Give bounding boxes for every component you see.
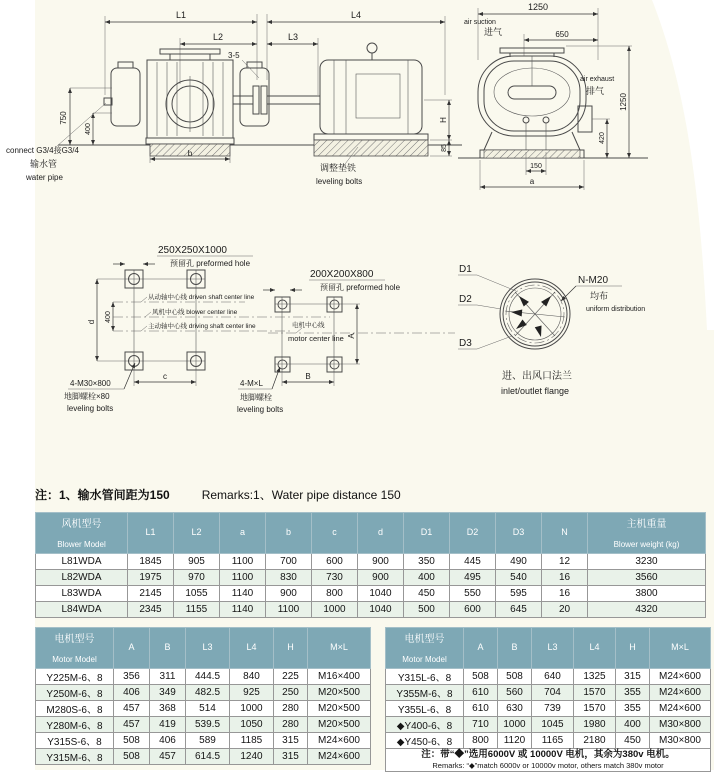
value-cell: 800 — [312, 586, 358, 602]
column-header: B — [150, 628, 186, 669]
table-row — [36, 586, 706, 602]
column-header: B — [498, 628, 532, 669]
value-cell: 1325 — [574, 669, 616, 685]
value-cell: 1055 — [174, 586, 220, 602]
value-cell: 600 — [450, 602, 496, 618]
table-row — [386, 685, 711, 701]
water-pipe-label-zh: 输水管 — [30, 159, 58, 169]
air-exhaust-label-en: air exhaust — [580, 76, 615, 83]
motor-centerline-label-en: motor center line — [288, 334, 344, 343]
value-cell: 1000 — [498, 717, 532, 733]
value-cell: 311 — [150, 669, 186, 685]
column-header: b — [266, 513, 312, 554]
air-suction-label-zh: 进气 — [484, 27, 503, 37]
value-cell: 1185 — [230, 733, 274, 749]
column-header: c — [312, 513, 358, 554]
table-row — [386, 701, 711, 717]
value-cell: 1100 — [220, 570, 266, 586]
uniform-distribution-label-zh: 均布 — [590, 291, 609, 301]
value-cell: 840 — [230, 669, 274, 685]
model-cell: L83WDA — [36, 586, 128, 602]
value-cell: 1100 — [220, 554, 266, 570]
value-cell: 830 — [266, 570, 312, 586]
dim-a: A — [347, 333, 356, 339]
value-cell: 900 — [266, 586, 312, 602]
value-cell: 450 — [404, 586, 450, 602]
value-cell: 1045 — [532, 717, 574, 733]
footnote-row — [386, 749, 711, 772]
model-cell: Y355M-6、8 — [386, 685, 464, 701]
value-cell: 400 — [616, 717, 650, 733]
value-cell: 3800 — [588, 586, 706, 602]
model-cell: M280S-6、8 — [36, 701, 114, 717]
table-row — [36, 669, 371, 685]
model-cell: Y315M-6、8 — [36, 749, 114, 765]
value-cell: 406 — [114, 685, 150, 701]
model-cell: Y225M-6、8 — [36, 669, 114, 685]
value-cell: 800 — [464, 733, 498, 749]
value-cell: 730 — [312, 570, 358, 586]
column-header: M×L — [308, 628, 371, 669]
bolt-spec-label: N-M20 — [578, 275, 609, 286]
table-row — [36, 733, 371, 749]
value-cell: 16 — [542, 586, 588, 602]
value-cell: 315 — [274, 733, 308, 749]
value-cell: 508 — [464, 669, 498, 685]
dim-b: B — [305, 372, 311, 381]
value-cell: 495 — [450, 570, 496, 586]
dim-d1: D1 — [459, 264, 472, 275]
value-cell: 589 — [186, 733, 230, 749]
anchor-bolt-label-en: leveling bolts — [237, 405, 284, 414]
column-header: a — [220, 513, 266, 554]
value-cell: 645 — [496, 602, 542, 618]
value-cell: 508 — [114, 733, 150, 749]
value-cell: 349 — [150, 685, 186, 701]
value-cell: M20×500 — [308, 717, 371, 733]
dim-l4: L4 — [350, 10, 362, 20]
table-row — [36, 554, 706, 570]
value-cell: 1120 — [498, 733, 532, 749]
value-cell: 1975 — [128, 570, 174, 586]
value-cell: 1050 — [230, 717, 274, 733]
preformed-hole-size-label: 200X200X800 — [310, 269, 374, 280]
value-cell: 1040 — [358, 586, 404, 602]
anchor-bolt-size-label: 4-M×L — [240, 379, 263, 388]
motor-table-right — [385, 627, 711, 772]
table-row — [386, 669, 711, 685]
value-cell: 704 — [532, 685, 574, 701]
value-cell: 1570 — [574, 701, 616, 717]
value-cell: 490 — [496, 554, 542, 570]
column-header: D2 — [450, 513, 496, 554]
remark-zh: 注：1、输水管间距为150 — [35, 488, 170, 502]
value-cell: 1845 — [128, 554, 174, 570]
dim-h: H — [439, 117, 448, 123]
column-header-model: 电机型号 Motor Model — [36, 628, 114, 669]
column-header: A — [114, 628, 150, 669]
column-header: L4 — [574, 628, 616, 669]
dim-1250-top: 1250 — [527, 2, 549, 12]
value-cell: 710 — [464, 717, 498, 733]
column-header: L1 — [128, 513, 174, 554]
column-header: L4 — [230, 628, 274, 669]
model-cell: Y250M-6、8 — [36, 685, 114, 701]
value-cell: 16 — [542, 570, 588, 586]
value-cell: M20×500 — [308, 685, 371, 701]
value-cell: 925 — [230, 685, 274, 701]
value-cell: 315 — [274, 749, 308, 765]
model-cell: ◆Y450-6、8 — [386, 733, 464, 749]
value-cell: 355 — [616, 685, 650, 701]
value-cell: 1155 — [174, 602, 220, 618]
anchor-bolt-label-zh: 地脚螺栓×80 — [64, 392, 110, 401]
value-cell: 280 — [274, 701, 308, 717]
flange-caption-en: inlet/outlet flange — [501, 386, 570, 396]
value-cell: 2145 — [128, 586, 174, 602]
remark-en: Remarks:1、Water pipe distance 150 — [201, 488, 401, 502]
dim-150: 150 — [530, 163, 542, 170]
value-cell: M30×800 — [650, 733, 711, 749]
column-header: L2 — [174, 513, 220, 554]
table-row — [386, 717, 711, 733]
value-cell: 3230 — [588, 554, 706, 570]
dim-d2: D2 — [459, 294, 472, 305]
model-cell: L84WDA — [36, 602, 128, 618]
value-cell: 614.5 — [186, 749, 230, 765]
value-cell: M20×500 — [308, 701, 371, 717]
preformed-hole-label: 预留孔 preformed hole — [320, 283, 401, 292]
value-cell: M24×600 — [650, 669, 711, 685]
value-cell: 1980 — [574, 717, 616, 733]
value-cell: 970 — [174, 570, 220, 586]
blower-centerline-label: 风机中心线 blower center line — [152, 309, 238, 316]
value-cell: 539.5 — [186, 717, 230, 733]
value-cell: 1040 — [358, 602, 404, 618]
value-cell: 1140 — [220, 602, 266, 618]
preformed-hole-label: 预留孔 preformed hole — [170, 259, 251, 268]
value-cell: M30×800 — [650, 717, 711, 733]
dim-420: 420 — [599, 132, 606, 144]
motor-table-left — [35, 627, 371, 765]
model-cell: Y315S-6、8 — [36, 733, 114, 749]
motor-centerline-label-zh: 电机中心线 — [292, 322, 325, 329]
value-cell: 4320 — [588, 602, 706, 618]
column-header: D1 — [404, 513, 450, 554]
value-cell: 1100 — [266, 602, 312, 618]
water-pipe-connect-label: connect G3/4接G3/4 — [6, 146, 79, 155]
value-cell: 350 — [404, 554, 450, 570]
header-row — [386, 628, 711, 669]
voltage-footnote: 注：带“◆”选用6000V 或 10000V 电机，其余为380v 电机。 Remarks: “◆”match 6000v or 10000v motor, others match 380v motor — [386, 749, 711, 772]
value-cell: 457 — [150, 749, 186, 765]
remarks-line — [35, 486, 401, 503]
column-header-model: 电机型号 Motor Model — [386, 628, 464, 669]
model-cell: Y315L-6、8 — [386, 669, 464, 685]
dim-400: 400 — [85, 123, 92, 135]
value-cell: 550 — [450, 586, 496, 602]
column-header: L3 — [532, 628, 574, 669]
dim-1250-right: 1250 — [619, 93, 628, 111]
column-header: H — [616, 628, 650, 669]
table-row — [36, 717, 371, 733]
value-cell: 640 — [532, 669, 574, 685]
value-cell: 1000 — [230, 701, 274, 717]
value-cell: 3560 — [588, 570, 706, 586]
value-cell: 514 — [186, 701, 230, 717]
shim-label-zh: 调整垫铁 — [320, 163, 357, 173]
table-row — [36, 701, 371, 717]
water-pipe-label-en: water pipe — [26, 173, 63, 182]
value-cell: 457 — [114, 701, 150, 717]
dim-d: d — [87, 319, 96, 325]
header-row — [36, 628, 371, 669]
value-cell: 900 — [358, 554, 404, 570]
value-cell: 1240 — [230, 749, 274, 765]
dim-d3: D3 — [459, 338, 472, 349]
value-cell: 508 — [498, 669, 532, 685]
value-cell: 445 — [450, 554, 496, 570]
value-cell: 508 — [114, 749, 150, 765]
value-cell: 368 — [150, 701, 186, 717]
dim-a: a — [529, 177, 535, 186]
value-cell: 250 — [274, 685, 308, 701]
value-cell: 610 — [464, 685, 498, 701]
value-cell: M24×600 — [650, 701, 711, 717]
model-cell: L82WDA — [36, 570, 128, 586]
header-row — [36, 513, 706, 554]
value-cell: 280 — [274, 717, 308, 733]
value-cell: 700 — [266, 554, 312, 570]
value-cell: M24×600 — [308, 733, 371, 749]
value-cell: 450 — [616, 733, 650, 749]
dim-400-shafts: 400 — [105, 311, 112, 323]
value-cell: 560 — [498, 685, 532, 701]
value-cell: 2180 — [574, 733, 616, 749]
value-cell: M16×400 — [308, 669, 371, 685]
column-header: D3 — [496, 513, 542, 554]
value-cell: 355 — [616, 701, 650, 717]
value-cell: 595 — [496, 586, 542, 602]
column-header: A — [464, 628, 498, 669]
dim-750: 750 — [59, 111, 68, 125]
value-cell: 1570 — [574, 685, 616, 701]
dim-85: 85 — [441, 144, 448, 152]
blower-spec-table — [35, 512, 706, 618]
value-cell: 630 — [498, 701, 532, 717]
dim-c: c — [163, 372, 167, 381]
driving-shaft-centerline-label: 主动轴中心线 driving shaft center line — [148, 323, 256, 330]
value-cell: 356 — [114, 669, 150, 685]
value-cell: 1140 — [220, 586, 266, 602]
column-header-weight: 主机重量 Blower weight (kg) — [588, 513, 706, 554]
value-cell: 500 — [404, 602, 450, 618]
value-cell: 400 — [404, 570, 450, 586]
value-cell: 610 — [464, 701, 498, 717]
model-cell: ◆Y400-6、8 — [386, 717, 464, 733]
table-row — [36, 685, 371, 701]
table-row — [36, 749, 371, 765]
flange-caption-zh: 进、出风口法兰 — [502, 371, 572, 382]
value-cell: M24×600 — [308, 749, 371, 765]
dim-l3: L3 — [287, 32, 299, 42]
shim-label-en: leveling bolts — [316, 177, 363, 186]
column-header: d — [358, 513, 404, 554]
driven-shaft-centerline-label: 从动轴中心线 driven shaft center line — [148, 294, 255, 301]
value-cell: 20 — [542, 602, 588, 618]
column-header-model: 风机型号 Blower Model — [36, 513, 128, 554]
preformed-hole-size-label: 250X250X1000 — [158, 245, 227, 256]
dim-b: b — [187, 149, 193, 158]
content-layer — [35, 0, 714, 770]
value-cell: 457 — [114, 717, 150, 733]
dim-coupling-gap: 3-5 — [228, 51, 240, 60]
value-cell: 315 — [616, 669, 650, 685]
dim-650: 650 — [555, 30, 569, 39]
value-cell: 905 — [174, 554, 220, 570]
anchor-bolt-size-label: 4-M30×800 — [70, 379, 111, 388]
value-cell: 1000 — [312, 602, 358, 618]
value-cell: 1165 — [532, 733, 574, 749]
column-header: N — [542, 513, 588, 554]
air-exhaust-label-zh: 排气 — [586, 86, 605, 96]
value-cell: 540 — [496, 570, 542, 586]
air-suction-label-en: air suction — [464, 19, 496, 26]
value-cell: 600 — [312, 554, 358, 570]
column-header: L3 — [186, 628, 230, 669]
value-cell: M24×600 — [650, 685, 711, 701]
dim-l2: L2 — [212, 32, 224, 42]
dim-l1: L1 — [175, 10, 187, 20]
model-cell: L81WDA — [36, 554, 128, 570]
table-row — [36, 602, 706, 618]
value-cell: 2345 — [128, 602, 174, 618]
model-cell: Y280M-6、8 — [36, 717, 114, 733]
value-cell: 444.5 — [186, 669, 230, 685]
uniform-distribution-label-en: uniform distribution — [586, 306, 646, 313]
value-cell: 406 — [150, 733, 186, 749]
table-row — [36, 570, 706, 586]
value-cell: 482.5 — [186, 685, 230, 701]
table-row — [386, 733, 711, 749]
column-header: H — [274, 628, 308, 669]
value-cell: 900 — [358, 570, 404, 586]
model-cell: Y355L-6、8 — [386, 701, 464, 717]
value-cell: 419 — [150, 717, 186, 733]
value-cell: 12 — [542, 554, 588, 570]
anchor-bolt-label-en: leveling bolts — [67, 404, 114, 413]
value-cell: 225 — [274, 669, 308, 685]
value-cell: 739 — [532, 701, 574, 717]
column-header: M×L — [650, 628, 711, 669]
anchor-bolt-label-zh: 地脚螺栓 — [240, 393, 272, 402]
